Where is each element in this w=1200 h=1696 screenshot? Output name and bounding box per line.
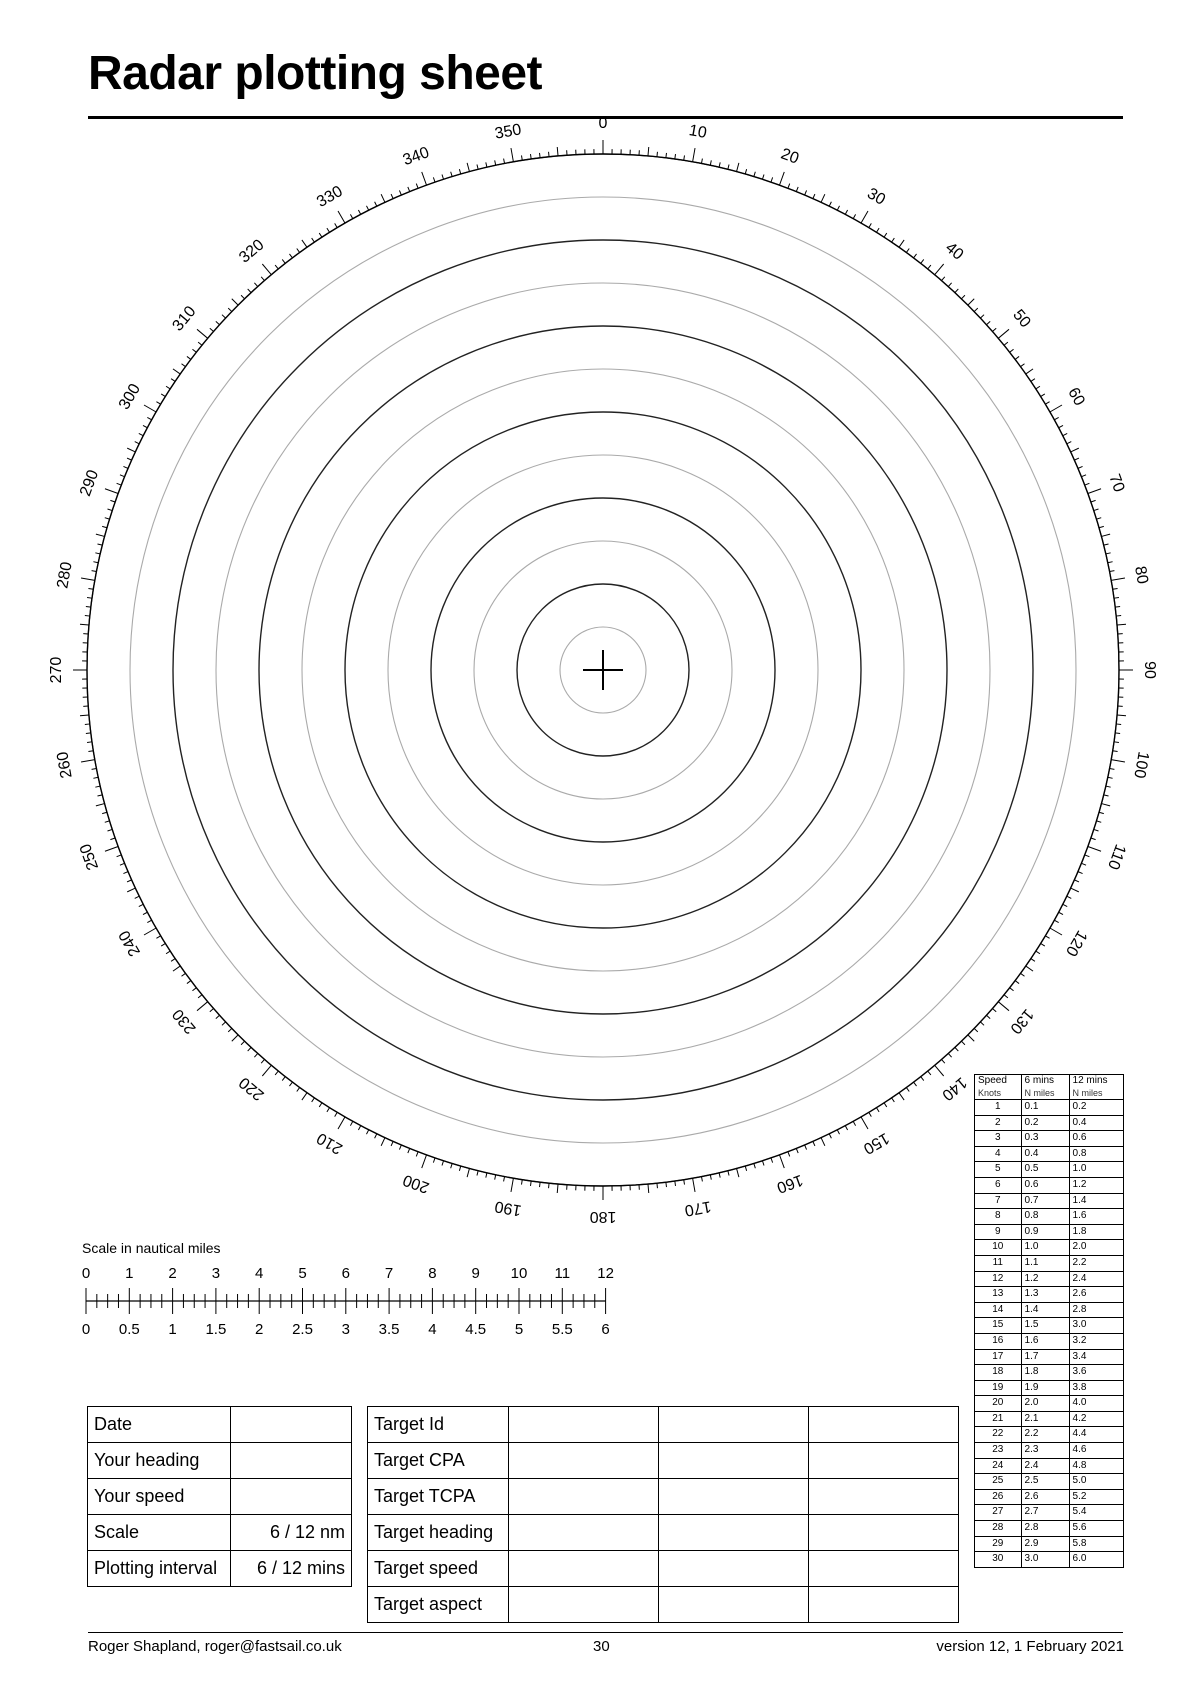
speed-table-cell: 0.1 [1021, 1100, 1069, 1116]
bearing-label: 20 [778, 145, 802, 168]
footer-author: Roger Shapland, roger@fastsail.co.uk [88, 1638, 342, 1655]
speed-table-cell: 16 [975, 1333, 1022, 1349]
speed-table-cell: 2.8 [1021, 1521, 1069, 1537]
scale-label-nm6: 5 [514, 1321, 524, 1338]
speed-table-cell: 0.9 [1021, 1224, 1069, 1240]
speed-table-row [975, 1255, 1124, 1271]
speed-distance-table [974, 1074, 1124, 1568]
speed-table-cell: 5.6 [1069, 1521, 1123, 1537]
own-field-value[interactable] [231, 1443, 352, 1479]
speed-table-cell: 1.9 [1021, 1380, 1069, 1396]
scale-label-nm6: 3 [341, 1321, 350, 1338]
own-table-row [88, 1515, 352, 1551]
speed-table-cell: 2.2 [1021, 1427, 1069, 1443]
speed-table-cell: 1.4 [1069, 1193, 1123, 1209]
scale-label-nm6: 6 [601, 1321, 610, 1338]
target-field-label: Target aspect [368, 1587, 509, 1623]
speed-table-cell: 0.8 [1021, 1209, 1069, 1225]
speed-table-cell: 0.2 [1069, 1100, 1123, 1116]
speed-header-main: 12 mins [1072, 1075, 1108, 1086]
speed-header-main: Speed [978, 1075, 1007, 1086]
target-field-cell[interactable] [809, 1515, 959, 1551]
speed-table-cell: 21 [975, 1411, 1022, 1427]
bearing-label: 10 [687, 122, 709, 142]
speed-header-main: 6 mins [1024, 1075, 1054, 1086]
speed-table-row [975, 1427, 1124, 1443]
scale-label-nm6: 0 [81, 1321, 91, 1338]
target-field-cell[interactable] [509, 1551, 659, 1587]
bearing-label: 230 [169, 1005, 200, 1037]
bearing-label: 240 [115, 927, 145, 959]
speed-table-row [975, 1521, 1124, 1537]
own-table-row [88, 1479, 352, 1515]
speed-header-unit: Knots [978, 1088, 1002, 1098]
footer-rule [88, 1632, 1123, 1633]
bearing-label: 80 [1131, 564, 1151, 586]
speed-table-cell: 3.0 [1069, 1318, 1123, 1334]
speed-table-cell: 18 [975, 1365, 1022, 1381]
speed-table-row [975, 1287, 1124, 1303]
scale-ticks [86, 1288, 606, 1314]
bearing-label: 320 [236, 236, 268, 267]
speed-table-cell: 11 [975, 1255, 1022, 1271]
speed-table-cell: 1.6 [1069, 1209, 1123, 1225]
bearing-label: 350 [493, 121, 523, 143]
speed-table-cell: 28 [975, 1521, 1022, 1537]
speed-table-cell: 3.2 [1069, 1333, 1123, 1349]
speed-table-cell: 7 [975, 1193, 1022, 1209]
speed-table-cell: 1.6 [1021, 1333, 1069, 1349]
speed-table-row [975, 1380, 1124, 1396]
speed-table-cell: 0.2 [1021, 1115, 1069, 1131]
speed-table-cell: 0.4 [1069, 1115, 1123, 1131]
speed-table-cell: 5.0 [1069, 1474, 1123, 1490]
bearing-label: 200 [400, 1170, 432, 1196]
bearing-label: 140 [938, 1073, 970, 1104]
footer-page-number: 30 [593, 1638, 610, 1655]
speed-table-cell: 3.4 [1069, 1349, 1123, 1365]
speed-table-cell: 0.8 [1069, 1146, 1123, 1162]
bearing-label: 160 [774, 1170, 806, 1196]
speed-table-row [975, 1302, 1124, 1318]
speed-table-cell: 2.9 [1021, 1536, 1069, 1552]
bearing-label: 170 [683, 1197, 713, 1219]
bearing-label: 310 [169, 303, 200, 335]
speed-table-row [975, 1505, 1124, 1521]
speed-table-cell: 4.6 [1069, 1443, 1123, 1459]
scale-label-nm12: 4 [255, 1265, 264, 1282]
bearing-label: 30 [864, 185, 889, 209]
speed-table-row [975, 1100, 1124, 1116]
center-cross [583, 650, 623, 690]
speed-table-header [1069, 1075, 1123, 1100]
bearing-label: 210 [314, 1128, 346, 1158]
own-field-value[interactable]: 6 / 12 mins [231, 1551, 352, 1587]
scale-label-nm12: 3 [211, 1265, 221, 1282]
scale-label-nm12: 1 [125, 1265, 134, 1282]
scale-label-nm12: 12 [597, 1265, 614, 1282]
target-table-row [368, 1407, 959, 1443]
speed-table-header [1021, 1075, 1069, 1100]
own-field-value[interactable] [231, 1407, 352, 1443]
own-table-row [88, 1443, 352, 1479]
target-field-cell[interactable] [659, 1443, 809, 1479]
own-field-value[interactable] [231, 1479, 352, 1515]
speed-table-row [975, 1333, 1124, 1349]
bearing-label: 150 [860, 1128, 892, 1158]
target-field-label: Target heading [368, 1515, 509, 1551]
speed-table-row [975, 1536, 1124, 1552]
speed-table-cell: 3.0 [1021, 1552, 1069, 1568]
speed-table-cell: 1.2 [1069, 1177, 1123, 1193]
speed-table-row [975, 1396, 1124, 1412]
speed-table-cell: 20 [975, 1396, 1022, 1412]
speed-table-cell: 5 [975, 1162, 1022, 1178]
speed-table-cell: 1.7 [1021, 1349, 1069, 1365]
scale-label-nm6: 2 [255, 1321, 264, 1338]
speed-table-cell: 1.2 [1021, 1271, 1069, 1287]
speed-header-unit: N miles [1072, 1088, 1103, 1098]
target-field-label: Target speed [368, 1551, 509, 1587]
own-field-label: Date [88, 1407, 231, 1443]
page-title: Radar plotting sheet [88, 47, 543, 100]
speed-table-cell: 22 [975, 1427, 1022, 1443]
speed-table-cell: 2.3 [1021, 1443, 1069, 1459]
own-field-label: Plotting interval [88, 1551, 231, 1587]
speed-table-cell: 29 [975, 1536, 1022, 1552]
speed-table-cell: 0.3 [1021, 1131, 1069, 1147]
target-field-label: Target TCPA [368, 1479, 509, 1515]
bearing-label: 330 [314, 182, 346, 212]
speed-table-cell: 27 [975, 1505, 1022, 1521]
speed-table-cell: 19 [975, 1380, 1022, 1396]
target-field-cell[interactable] [509, 1407, 659, 1443]
footer-version: version 12, 1 February 2021 [936, 1638, 1124, 1655]
own-field-label: Your speed [88, 1479, 231, 1515]
speed-table-row [975, 1162, 1124, 1178]
target-field-cell[interactable] [809, 1551, 959, 1587]
scale-label-nm6: 5.5 [551, 1321, 573, 1338]
speed-table-cell: 4.8 [1069, 1458, 1123, 1474]
speed-table-cell: 0.4 [1021, 1146, 1069, 1162]
speed-table-cell: 0.5 [1021, 1162, 1069, 1178]
bearing-label: 220 [236, 1073, 268, 1104]
speed-table-cell: 1.5 [1021, 1318, 1069, 1334]
speed-table-cell: 25 [975, 1474, 1022, 1490]
speed-table-cell: 6 [975, 1177, 1022, 1193]
bearing-label: 190 [493, 1197, 523, 1219]
speed-table-cell: 0.7 [1021, 1193, 1069, 1209]
target-field-cell[interactable] [509, 1515, 659, 1551]
target-field-cell[interactable] [509, 1587, 659, 1623]
speed-table-cell: 9 [975, 1224, 1022, 1240]
target-field-cell[interactable] [659, 1587, 809, 1623]
scale-label-nm6: 3.5 [378, 1321, 400, 1338]
speed-table-row [975, 1209, 1124, 1225]
speed-table-cell: 0.6 [1021, 1177, 1069, 1193]
speed-table-cell: 2.4 [1069, 1271, 1123, 1287]
speed-table-row [975, 1411, 1124, 1427]
speed-table-cell: 5.8 [1069, 1536, 1123, 1552]
speed-table-cell: 13 [975, 1287, 1022, 1303]
speed-table-cell: 12 [975, 1271, 1022, 1287]
speed-table-cell: 6.0 [1069, 1552, 1123, 1568]
scale-label-nm12: 10 [510, 1265, 528, 1282]
scale-caption: Scale in nautical miles [82, 1240, 221, 1256]
target-field-cell[interactable] [509, 1479, 659, 1515]
speed-table-cell: 2.6 [1021, 1489, 1069, 1505]
scale-label-nm12: 0 [81, 1265, 91, 1282]
scale-label-nm12: 7 [384, 1265, 394, 1282]
speed-table-cell: 2.5 [1021, 1474, 1069, 1490]
scale-label-nm6: 1 [168, 1321, 177, 1338]
target-table-row [368, 1443, 959, 1479]
speed-table-cell: 2.2 [1069, 1255, 1123, 1271]
scale-label-nm6: 4.5 [465, 1321, 487, 1338]
target-field-cell[interactable] [659, 1551, 809, 1587]
target-field-cell[interactable] [509, 1443, 659, 1479]
speed-table-cell: 8 [975, 1209, 1022, 1225]
bearing-label: 90 [1140, 661, 1158, 679]
speed-table-cell: 14 [975, 1302, 1022, 1318]
speed-table-cell: 0.6 [1069, 1131, 1123, 1147]
own-table-row [88, 1551, 352, 1587]
target-field-cell[interactable] [659, 1479, 809, 1515]
speed-table-cell: 4 [975, 1146, 1022, 1162]
target-table-row [368, 1551, 959, 1587]
speed-header-unit: N miles [1024, 1088, 1055, 1098]
speed-table-row [975, 1458, 1124, 1474]
scale-label-nm12: 9 [471, 1265, 480, 1282]
speed-table-cell: 4.0 [1069, 1396, 1123, 1412]
bearing-label: 70 [1105, 471, 1128, 495]
speed-table-row [975, 1365, 1124, 1381]
speed-table-row [975, 1474, 1124, 1490]
speed-table-row [975, 1318, 1124, 1334]
scale-label-nm12: 2 [168, 1265, 177, 1282]
target-field-cell[interactable] [809, 1587, 959, 1623]
speed-table-cell: 2.1 [1021, 1411, 1069, 1427]
speed-table-row [975, 1177, 1124, 1193]
speed-table-cell: 17 [975, 1349, 1022, 1365]
speed-table-cell: 2.4 [1021, 1458, 1069, 1474]
bearing-label: 0 [598, 115, 608, 133]
speed-table-cell: 1 [975, 1100, 1022, 1116]
speed-table-cell: 5.4 [1069, 1505, 1123, 1521]
speed-table-cell: 24 [975, 1458, 1022, 1474]
scale-label-nm6: 0.5 [118, 1321, 140, 1338]
speed-table-row [975, 1443, 1124, 1459]
target-field-cell[interactable] [809, 1407, 959, 1443]
speed-table-cell: 2.0 [1021, 1396, 1069, 1412]
target-table-row [368, 1515, 959, 1551]
bearing-label: 280 [54, 560, 76, 590]
bearing-label: 300 [115, 381, 145, 413]
own-table-row [88, 1407, 352, 1443]
bearing-label: 250 [77, 841, 103, 873]
speed-table-cell: 2 [975, 1115, 1022, 1131]
speed-table-cell: 4.4 [1069, 1427, 1123, 1443]
speed-table-cell: 2.7 [1021, 1505, 1069, 1521]
target-field-cell[interactable] [659, 1407, 809, 1443]
bearing-label: 260 [54, 750, 76, 780]
speed-table-cell: 30 [975, 1552, 1022, 1568]
target-field-cell[interactable] [659, 1515, 809, 1551]
speed-table-cell: 15 [975, 1318, 1022, 1334]
scale-label-nm12: 11 [554, 1265, 571, 1282]
own-ship-table [87, 1406, 352, 1587]
speed-table-row [975, 1552, 1124, 1568]
speed-table-row [975, 1193, 1124, 1209]
own-field-label: Your heading [88, 1443, 231, 1479]
speed-table-cell: 2.0 [1069, 1240, 1123, 1256]
speed-table-cell: 1.1 [1021, 1255, 1069, 1271]
speed-table-row [975, 1489, 1124, 1505]
own-field-value[interactable]: 6 / 12 nm [231, 1515, 352, 1551]
scale-label-nm6: 4 [428, 1321, 437, 1338]
bearing-label: 50 [1009, 306, 1034, 332]
bearing-label: 40 [941, 239, 967, 264]
scale-label-nm6: 1.5 [205, 1321, 227, 1338]
speed-table-cell: 2.8 [1069, 1302, 1123, 1318]
scale-label-nm12: 8 [428, 1265, 437, 1282]
speed-table-cell: 1.8 [1021, 1365, 1069, 1381]
target-field-label: Target CPA [368, 1443, 509, 1479]
speed-table-cell: 26 [975, 1489, 1022, 1505]
bearing-label: 180 [589, 1207, 617, 1225]
speed-table-row [975, 1115, 1124, 1131]
speed-table-cell: 4.2 [1069, 1411, 1123, 1427]
speed-table-row [975, 1131, 1124, 1147]
speed-table-cell: 23 [975, 1443, 1022, 1459]
target-field-label: Target Id [368, 1407, 509, 1443]
speed-table-row [975, 1271, 1124, 1287]
speed-table-cell: 2.6 [1069, 1287, 1123, 1303]
speed-table-row [975, 1224, 1124, 1240]
speed-table-cell: 3.6 [1069, 1365, 1123, 1381]
own-field-label: Scale [88, 1515, 231, 1551]
bearing-label: 120 [1061, 927, 1091, 959]
target-table [367, 1406, 959, 1623]
bearing-label: 340 [400, 144, 432, 170]
bearing-label: 290 [77, 467, 103, 499]
speed-table-cell: 5.2 [1069, 1489, 1123, 1505]
speed-table-cell: 1.3 [1021, 1287, 1069, 1303]
speed-table-row [975, 1349, 1124, 1365]
bearing-label: 270 [48, 656, 66, 684]
target-field-cell[interactable] [809, 1443, 959, 1479]
speed-table-cell: 1.0 [1021, 1240, 1069, 1256]
bearing-label: 110 [1103, 841, 1129, 872]
speed-table-header [975, 1075, 1022, 1100]
speed-table-cell: 1.8 [1069, 1224, 1123, 1240]
bearing-label: 130 [1006, 1005, 1037, 1037]
target-field-cell[interactable] [809, 1479, 959, 1515]
speed-table-cell: 3.8 [1069, 1380, 1123, 1396]
scale-label-nm12: 6 [341, 1265, 350, 1282]
speed-table-row [975, 1146, 1124, 1162]
speed-table-row [975, 1240, 1124, 1256]
speed-table-cell: 1.4 [1021, 1302, 1069, 1318]
scale-label-nm12: 5 [298, 1265, 307, 1282]
speed-table-cell: 3 [975, 1131, 1022, 1147]
bearing-label: 60 [1064, 384, 1088, 409]
bearing-label: 100 [1130, 750, 1152, 780]
target-table-row [368, 1479, 959, 1515]
speed-table-cell: 1.0 [1069, 1162, 1123, 1178]
scale-label-nm6: 2.5 [292, 1321, 313, 1338]
speed-table-cell: 10 [975, 1240, 1022, 1256]
target-table-row [368, 1587, 959, 1623]
